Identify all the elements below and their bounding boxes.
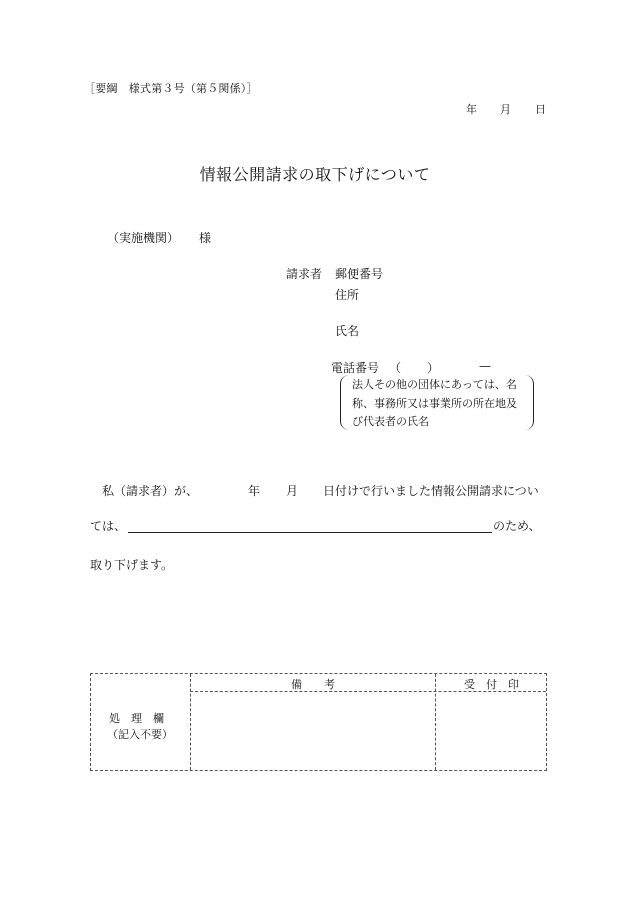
body-line3: 取り下げます。	[90, 558, 174, 572]
note-line-2: 称、事務所又は事業所の所在地及	[352, 397, 517, 410]
recipient-honorific: 様	[199, 231, 212, 245]
note-line-1: 法人その他の団体にあっては、名	[352, 378, 517, 391]
phone-dash: —	[479, 359, 491, 373]
processing-note: （記入不要）	[107, 728, 173, 741]
phone-label: 電話番号	[331, 361, 380, 375]
postal-code-label: 郵便番号	[335, 267, 384, 281]
name-label: 氏名	[335, 324, 360, 338]
requester-label: 請求者	[286, 267, 323, 281]
body-line1-year: 年	[248, 484, 261, 498]
receipt-stamp-header: 受 付 印	[464, 678, 519, 691]
body-line2-start: ては、	[90, 519, 127, 533]
note-line-3: び代表者の氏名	[352, 415, 429, 428]
date-day-label: 日	[535, 103, 546, 116]
reason-blank-line	[128, 532, 492, 533]
address-label: 住所	[335, 288, 360, 302]
phone-close-paren: ）	[427, 361, 440, 375]
remarks-header: 備 考	[291, 678, 335, 691]
body-line1-end: 日付けで行いました情報公開請求につい	[323, 484, 539, 498]
processing-label: 処 理 欄	[109, 712, 164, 725]
body-line2-end: のため、	[493, 519, 541, 533]
document-title: 情報公開請求の取下げについて	[199, 165, 431, 184]
date-year-label: 年	[466, 103, 477, 116]
body-line1-start: 私（請求者）が、	[102, 484, 199, 498]
phone-open-paren: （	[389, 361, 402, 375]
table-divider-1	[190, 674, 191, 770]
table-divider-2	[435, 674, 436, 770]
form-reference: ［要綱 様式第３号（第５関係）］	[84, 82, 258, 95]
date-month-label: 月	[500, 103, 511, 116]
recipient-org: （実施機関）	[107, 231, 180, 245]
processing-table	[90, 673, 547, 771]
body-line1-month: 月	[286, 484, 299, 498]
